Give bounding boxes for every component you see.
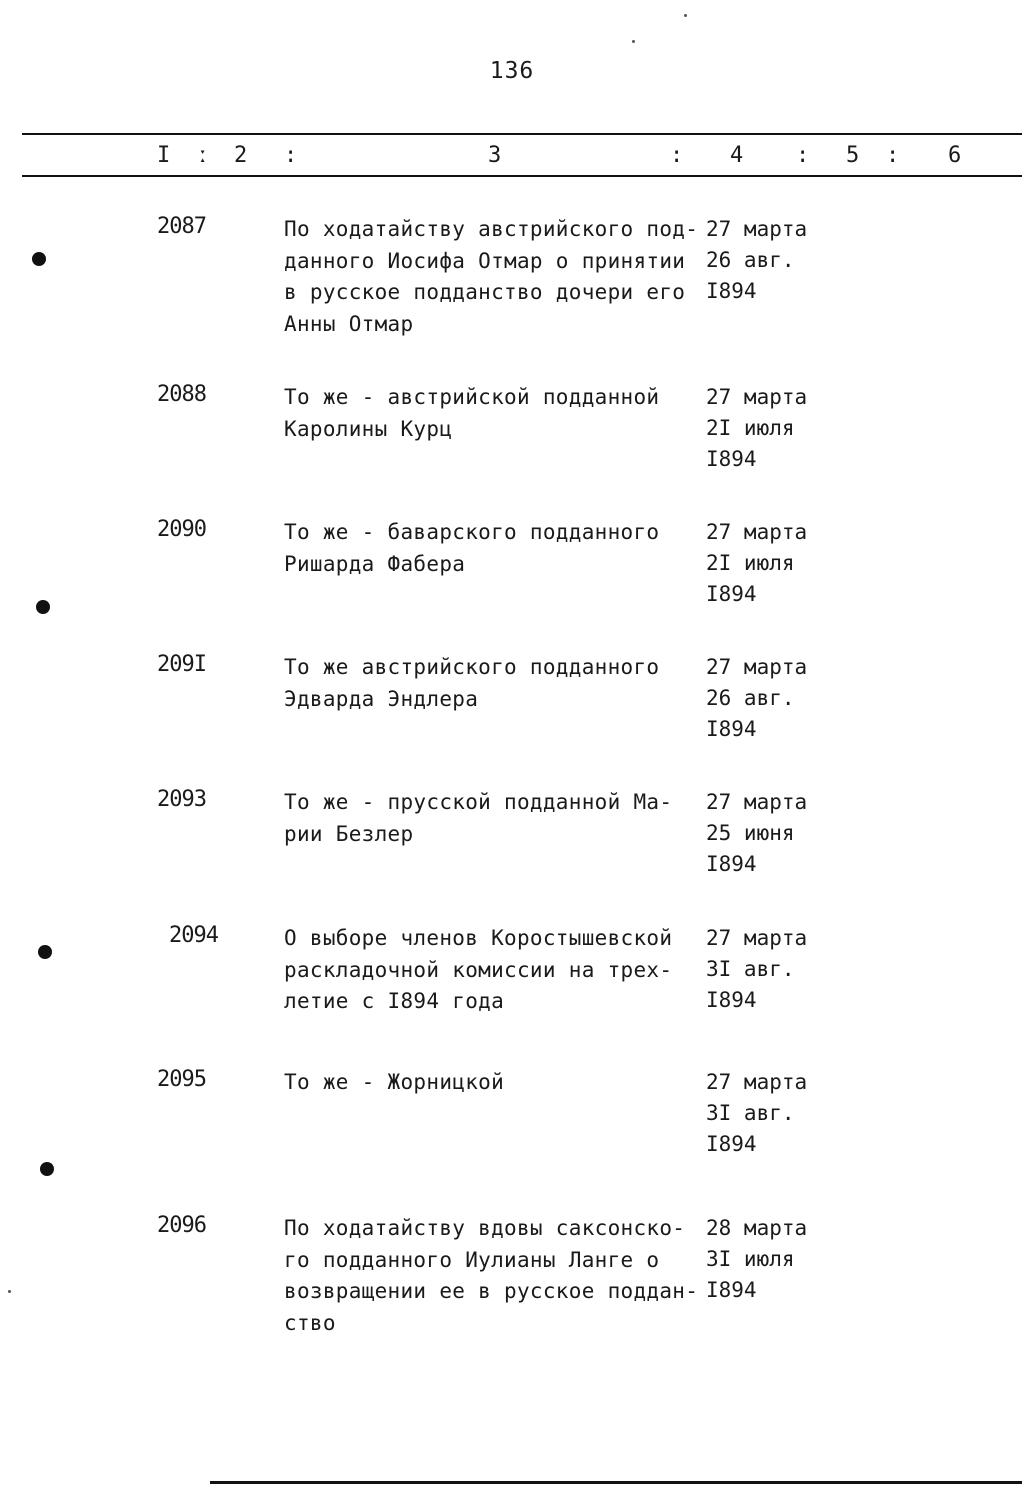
header-bottom-rule (22, 175, 1022, 177)
date-start: 27 марта (706, 520, 808, 544)
column-separator: : (670, 143, 684, 168)
binding-hole (40, 1162, 54, 1176)
date-start: 27 марта (706, 790, 808, 814)
entry-dates (706, 1067, 836, 1160)
column-header-1: I (157, 143, 171, 168)
entry-number: 2093 (157, 787, 206, 812)
header-top-rule (22, 133, 1022, 135)
date-year: I894 (706, 988, 757, 1012)
date-end: 3I авг. (706, 957, 795, 981)
entry-number: 209I (157, 652, 206, 677)
column-header-4: 4 (730, 143, 744, 168)
date-end: 2I июля (706, 551, 795, 575)
binding-hole (38, 945, 52, 959)
entry-dates (706, 652, 836, 745)
date-year: I894 (706, 852, 757, 876)
scan-speck (684, 14, 687, 17)
column-header-2: 2 (234, 143, 248, 168)
entry-description: О выборе членов Коростышевской раскладочной комиссии на трех- летие с I894 года (284, 926, 673, 1013)
date-start: 27 марта (706, 217, 808, 241)
footer-rule (210, 1481, 1022, 1484)
date-year: I894 (706, 1278, 757, 1302)
date-end: 25 июня (706, 821, 795, 845)
entry-number: 2087 (157, 214, 206, 239)
scan-speck (8, 1290, 11, 1293)
entry-dates (706, 214, 836, 307)
entry-dates (706, 382, 836, 475)
column-header-5: 5 (846, 143, 860, 168)
entry-description: То же - прусской подданной Ма- рии Безлер (284, 790, 673, 846)
entry-dates (706, 923, 836, 1016)
date-start: 28 марта (706, 1216, 808, 1240)
scan-speck (632, 40, 635, 43)
entry-number: 2090 (157, 517, 206, 542)
column-separator: : (284, 143, 298, 168)
entry-number: 2094 (169, 923, 218, 948)
entry-dates (706, 1213, 836, 1306)
entry-number: 2088 (157, 382, 206, 407)
column-separator: : (886, 143, 900, 168)
entry-dates (706, 517, 836, 610)
date-year: I894 (706, 447, 757, 471)
date-start: 27 марта (706, 655, 808, 679)
date-start: 27 марта (706, 1070, 808, 1094)
page-number: 136 (489, 58, 535, 84)
date-year: I894 (706, 717, 757, 741)
date-start: 27 марта (706, 385, 808, 409)
column-header-6: 6 (948, 143, 962, 168)
binding-hole (32, 252, 46, 266)
date-end: 3I авг. (706, 1101, 795, 1125)
date-year: I894 (706, 279, 757, 303)
date-year: I894 (706, 582, 757, 606)
date-end: 26 авг. (706, 686, 795, 710)
binding-hole (36, 600, 50, 614)
entry-description: То же - Жорницкой (284, 1070, 505, 1094)
entry-dates (706, 787, 836, 880)
entry-description: То же австрийского подданного Эдварда Эндлера (284, 655, 660, 711)
date-year: I894 (706, 1132, 757, 1156)
column-separator: : (796, 143, 810, 168)
date-end: 3I июля (706, 1247, 795, 1271)
entry-description: По ходатайству австрийского под- данного Иосифа Отмар о принятии в русское подданство дочери его Анны Отмар (284, 217, 699, 336)
date-end: 26 авг. (706, 248, 795, 272)
entry-number: 2096 (157, 1213, 206, 1238)
entry-number: 2095 (157, 1067, 206, 1092)
date-end: 2I июля (706, 416, 795, 440)
column-header-3: 3 (488, 143, 502, 168)
entry-description: То же - австрийской подданной Каролины Курц (284, 385, 660, 441)
entry-description: По ходатайству вдовы саксонско- го подданного Иулианы Ланге о возвращении ее в русское поддан- ство (284, 1216, 699, 1335)
column-separator: ː (196, 143, 210, 168)
entry-description: То же - баварского подданного Ришарда Фабера (284, 520, 660, 576)
date-start: 27 марта (706, 926, 808, 950)
